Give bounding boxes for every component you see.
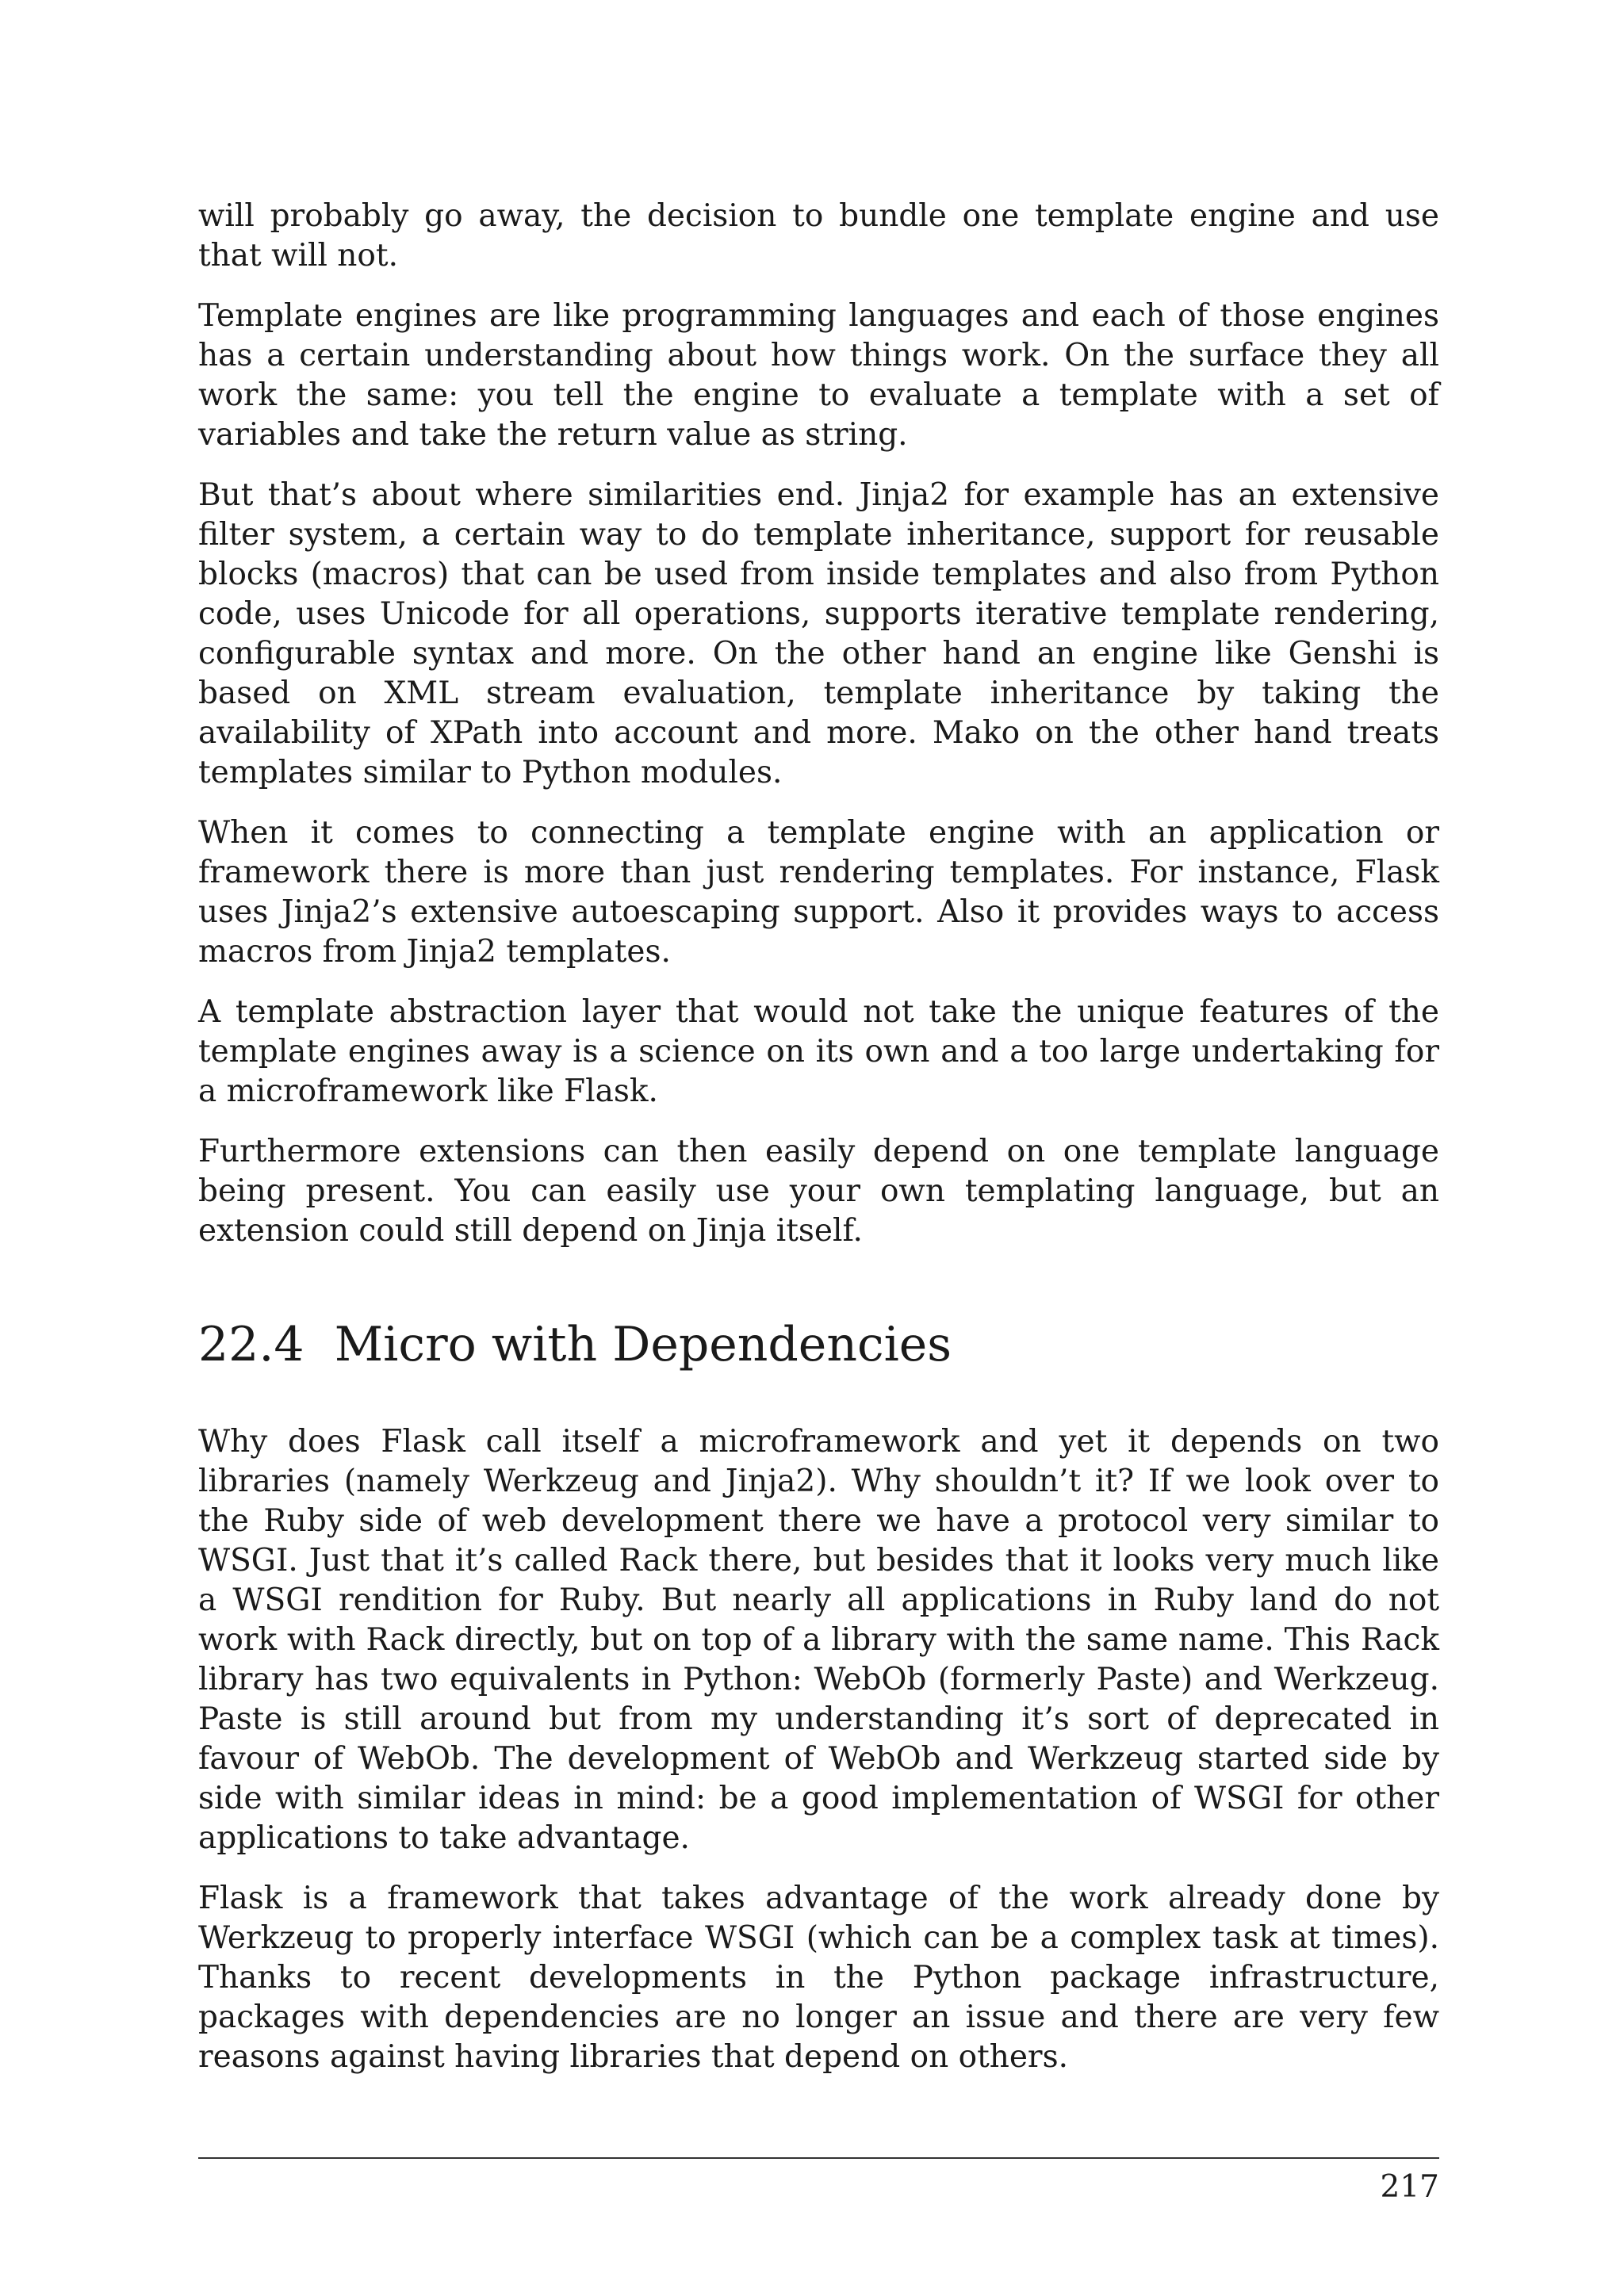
section-heading bbox=[198, 1314, 1439, 1375]
paragraph-extensions: Furthermore extensions can then easily depend on one template language being present. You can easily use your own templating language, but an extension could still depend on Jinja itself. bbox=[198, 1134, 1439, 1249]
page-body bbox=[198, 197, 1439, 2098]
page-number: 217 bbox=[1380, 2169, 1439, 2205]
paragraph-why-micro: Why does Flask call itself a microframework and yet it depends on two libraries (namely Werkzeug and Jinja2). Why shouldn’t it? If we look over to the Ruby side of web development there we have a protocol very similar to WSGI. Just that it’s called Rack there, but besides that it looks very much like a WSGI rendition for Ruby. But nearly all applications in Ruby land do not work with Rack directly, but on top of a library with the same name. This Rack library has two equivalents in Python: WebOb (formerly Paste) and Werkzeug. Paste is still around but from my understanding it’s sort of deprecated in favour of WebOb. The development of WebOb and Werkzeug started side by side with similar ideas in mind: be a good implementation of WSGI for other applications to take advantage. bbox=[198, 1424, 1439, 1856]
section-title: Micro with Dependencies bbox=[334, 1317, 952, 1372]
paragraph-similarities: But that’s about where similarities end. Jinja2 for example has an extensive filter system, a certain way to do template inheritance, support for reusable blocks (macros) that can be used from inside templates and also from Python code, uses Unicode for all operations, supports iterative template rendering, configurable syntax and more. On the other hand an engine like Genshi is based on XML stream evaluation, template inheritance by taking the availability of XPath into account and more. Mako on the other hand treats templates similar to Python modules. bbox=[198, 477, 1439, 790]
footer-rule bbox=[198, 2157, 1439, 2159]
paragraph-abstraction-layer: A template abstraction layer that would not take the unique features of the template engines away is a science on its own and a too large undertaking for a microframework like Flask. bbox=[198, 994, 1439, 1109]
paragraph-connecting-engine: When it comes to connecting a template engine with an application or framework there is more than just rendering templates. For instance, Flask uses Jinja2’s extensive autoescaping support. Also it provides ways to access macros from Jinja2 templates. bbox=[198, 815, 1439, 970]
paragraph-continuation: will probably go away, the decision to bundle one template engine and use that will not. bbox=[198, 198, 1439, 274]
paragraph-template-engines: Template engines are like programming languages and each of those engines has a certain understanding about how things work. On the surface they all work the same: you tell the engine to evaluate a template with a set of variables and take the return value as string. bbox=[198, 298, 1439, 453]
paragraph-flask-werkzeug: Flask is a framework that takes advantage of the work already done by Werkzeug to properly interface WSGI (which can be a complex task at times). Thanks to recent developments in the Python package infrastructure, packages with dependencies are no longer an issue and there are very few reasons against having libraries that depend on others. bbox=[198, 1881, 1439, 2075]
section-number: 22.4 bbox=[198, 1317, 304, 1372]
